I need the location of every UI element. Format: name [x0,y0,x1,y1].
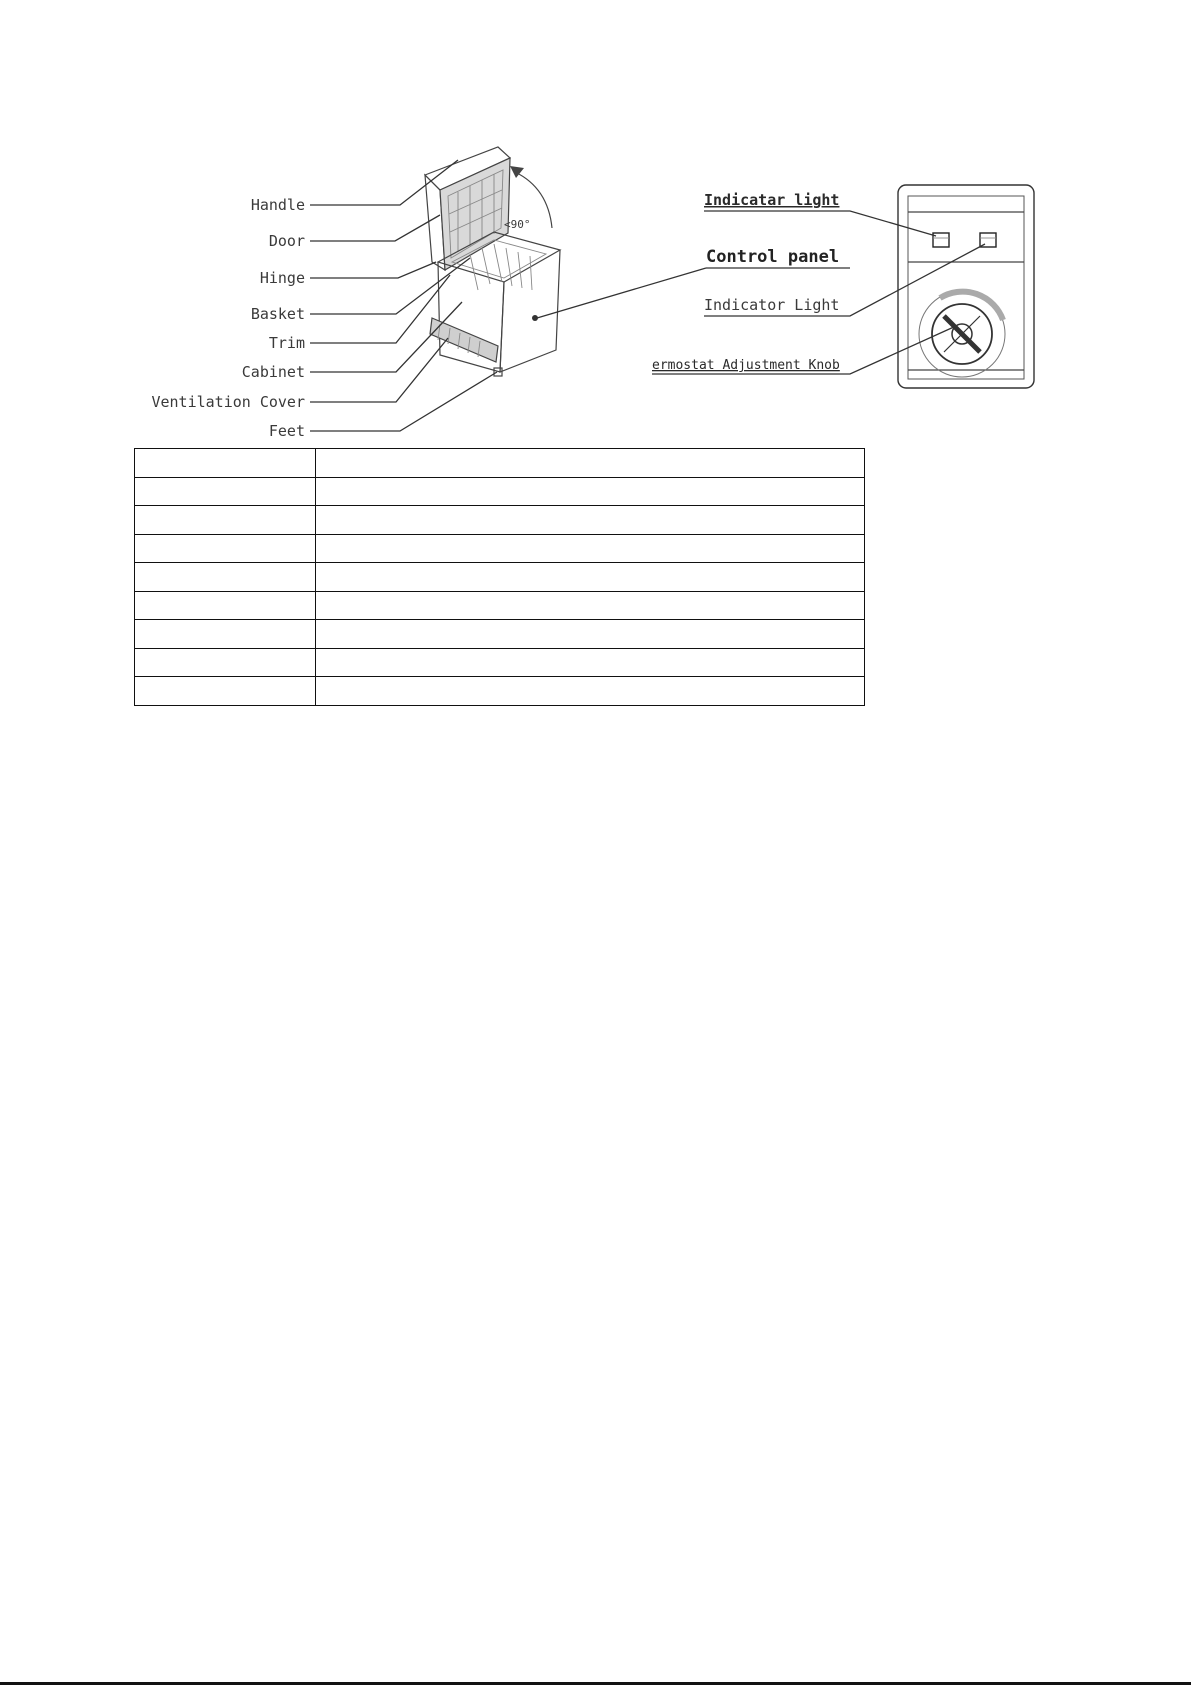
label-ventilation-cover: Ventilation Cover [151,393,305,411]
leader-control-panel [537,268,706,318]
table-cell-part [135,677,316,706]
parts-table [134,448,865,706]
table-cell-description [316,648,865,677]
table-cell-part [135,449,316,478]
table-row [135,620,865,649]
table-cell-description [316,563,865,592]
leader-hinge [310,262,436,278]
label-thermostat-knob: ermostat Adjustment Knob [652,358,840,373]
lid-angle-label: <90° [504,218,531,231]
table-row [135,563,865,592]
leader-handle [310,160,458,205]
table-cell-description [316,620,865,649]
table-cell-description [316,677,865,706]
table-cell-description [316,591,865,620]
table-cell-part [135,477,316,506]
table-cell-part [135,591,316,620]
control-panel-detail [898,185,1034,388]
label-basket: Basket [250,305,305,323]
table-cell-description [316,477,865,506]
label-control-panel: Control panel [706,247,840,267]
table-row [135,449,865,478]
table-cell-part [135,620,316,649]
leader-trim [310,275,450,343]
control-panel-frame [898,185,1034,388]
table-row [135,506,865,535]
table-cell-part [135,563,316,592]
table-cell-description [316,506,865,535]
label-door: Door [268,232,305,250]
table-cell-part [135,534,316,563]
table-row [135,591,865,620]
table-row [135,648,865,677]
label-feet: Feet [268,422,305,440]
label-cabinet: Cabinet [241,363,305,381]
leader-door [310,215,440,241]
table-cell-description [316,449,865,478]
freezer-labels [151,196,305,440]
table-row [135,477,865,506]
label-trim: Trim [268,334,305,352]
label-indicator-light-top: Indicatar light [704,191,840,209]
label-indicator-light-bottom: Indicator Light [704,296,840,314]
table-cell-part [135,506,316,535]
thermostat-knob [919,291,1005,377]
label-hinge: Hinge [259,269,305,287]
table-row [135,534,865,563]
table-row [135,677,865,706]
leader-ventilation-cover [310,338,448,402]
table-cell-part [135,648,316,677]
table-cell-description [316,534,865,563]
label-handle: Handle [250,196,305,214]
